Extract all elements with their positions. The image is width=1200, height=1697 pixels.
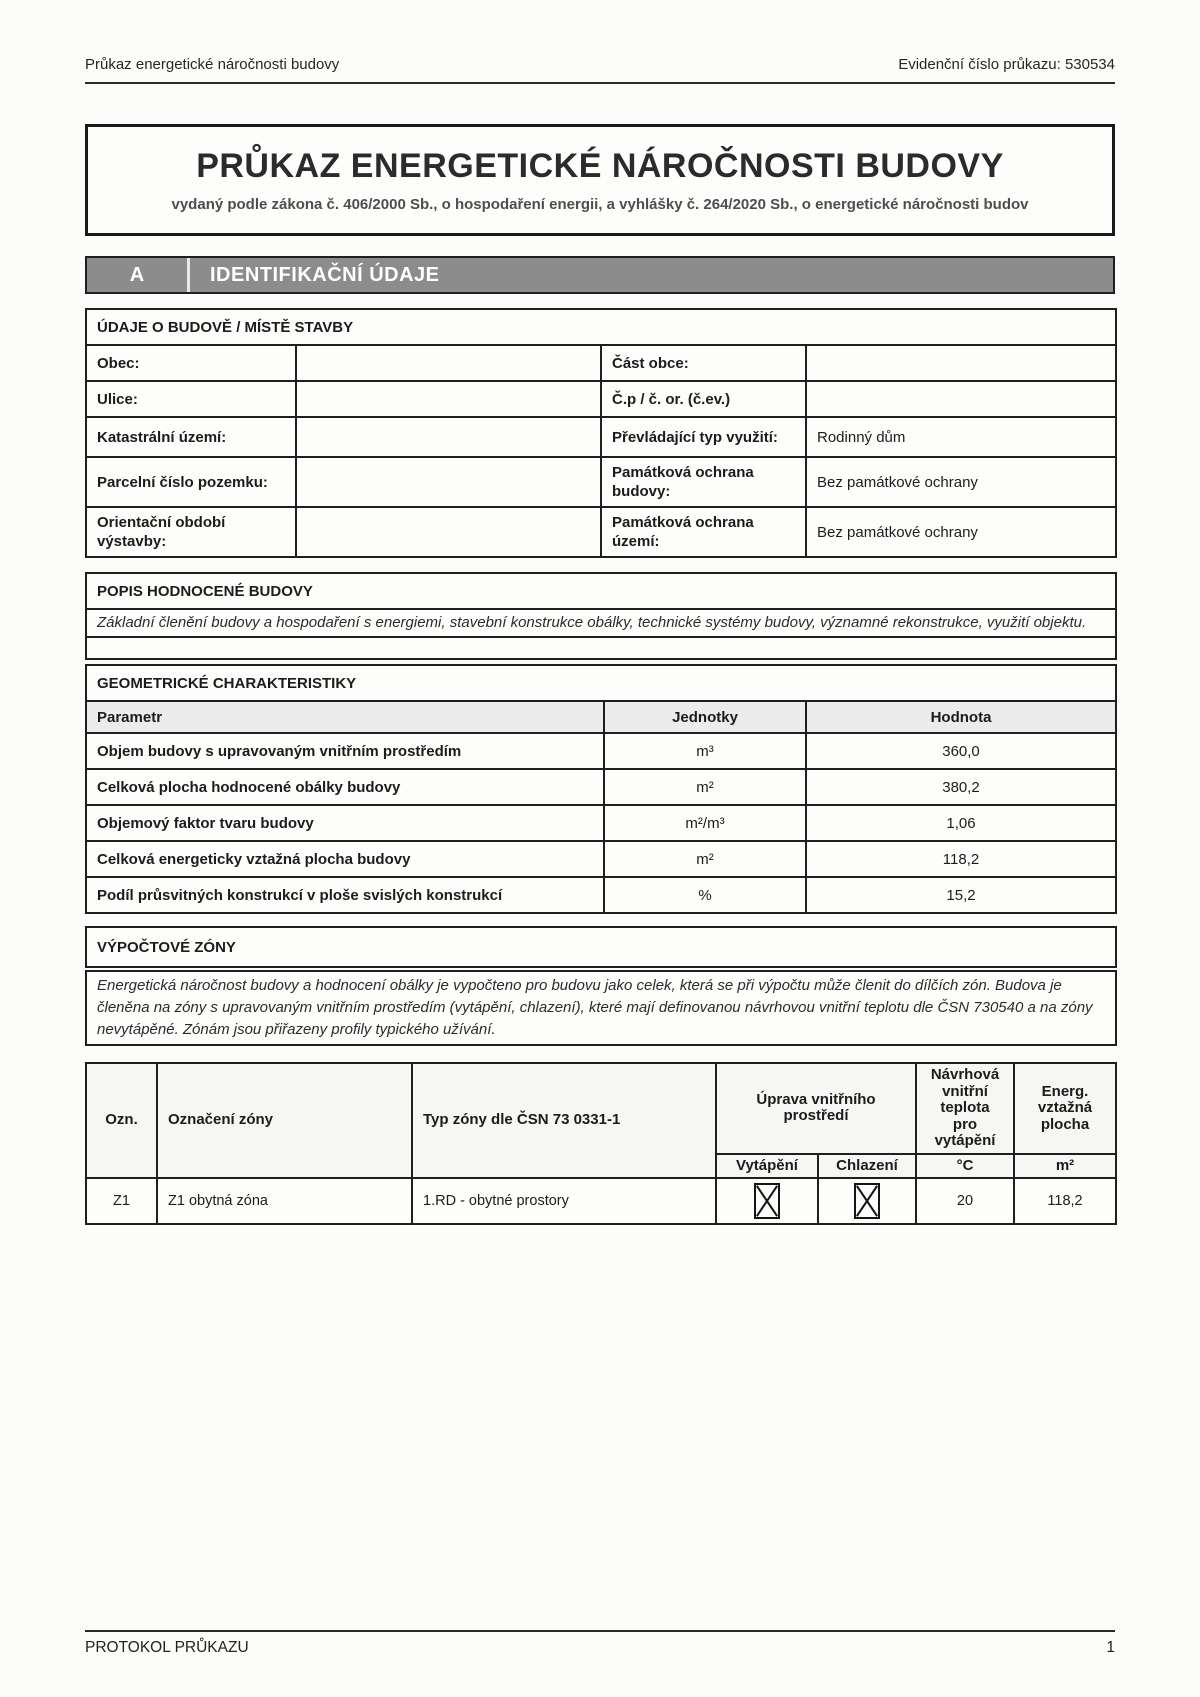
ochrana-budovy-value: Bez památkové ochrany: [806, 457, 1116, 507]
unit-cell: m²: [604, 841, 806, 877]
value-cell: 360,0: [806, 733, 1116, 769]
unit-cell: %: [604, 877, 806, 913]
description-text: Základní členění budovy a hospodaření s energiemi, stavební konstrukce obálky, technické systémy budovy, významné rekonstrukce, využití objektu.: [86, 609, 1116, 637]
geometry-table: [85, 664, 1117, 914]
ochrana-budovy-label: Památková ochrana budovy:: [601, 457, 806, 507]
param-vztazna-plocha: Celková energeticky vztažná plocha budovy: [86, 841, 604, 877]
zone-row-z1: [86, 1178, 1116, 1224]
subcol-chlazeni: Chlazení: [818, 1154, 916, 1179]
ochrana-uzemi-label: Památková ochrana území:: [601, 507, 806, 557]
table-row: [86, 841, 1116, 877]
zone-area: 118,2: [1014, 1178, 1116, 1224]
subcol-temp-unit: °C: [916, 1154, 1014, 1179]
value-cell: 118,2: [806, 841, 1116, 877]
heating-checkbox: [754, 1183, 780, 1219]
col-uprava-prostredi: Úprava vnitřního prostředí: [716, 1063, 916, 1154]
param-objem: Objem budovy s upravovaným vnitřním prostředím: [86, 733, 604, 769]
col-vztazna-plocha: Energ. vztažná plocha: [1014, 1063, 1116, 1154]
obec-value-cell: [296, 345, 601, 381]
unit-cell: m²: [604, 769, 806, 805]
parcelni-cislo-value-cell: [296, 457, 601, 507]
zones-table: [85, 1062, 1117, 1225]
zones-heading: VÝPOČTOVÉ ZÓNY: [86, 927, 1116, 967]
param-podil-prusvitnych: Podíl průsvitných konstrukcí v ploše svislých konstrukcí: [86, 877, 604, 913]
description-empty-row: [86, 637, 1116, 659]
table-row: [86, 877, 1116, 913]
col-parametr: Parametr: [86, 701, 604, 733]
subcol-area-unit: m²: [1014, 1154, 1116, 1179]
cooling-checkbox-cell: [818, 1178, 916, 1224]
section-a-bar: [85, 256, 1115, 294]
description-heading: POPIS HODNOCENÉ BUDOVY: [86, 573, 1116, 609]
zones-description-text: Energetická náročnost budovy a hodnocení obálky je vypočteno pro budovu jako celek, která se při výpočtu může členit do dílčích zón. Budova je členěna na zóny s upravovaným vnitřním prostředím (vytápění, chlazení), které mají definovanou návrhovou vnitřní teplotu dle ČSN 730540 a na zóny nevytápěné. Zónám jsou přiřazeny profily typického užívání.: [86, 971, 1116, 1045]
value-cell: 1,06: [806, 805, 1116, 841]
geometry-heading: GEOMETRICKÉ CHARAKTERISTIKY: [86, 665, 1116, 701]
building-info-table: [85, 308, 1117, 558]
obdobi-vystavby-label: Orientační období výstavby:: [86, 507, 296, 557]
description-box: [85, 572, 1117, 660]
checkbox-x-icon: [756, 1185, 778, 1217]
title-box: [85, 124, 1115, 236]
table-row: [86, 381, 1116, 417]
document-subtitle: vydaný podle zákona č. 406/2000 Sb., o hospodaření energii, a vyhlášky č. 264/2020 Sb., o energetické náročnosti budov: [171, 196, 1029, 213]
ochrana-uzemi-value: Bez památkové ochrany: [806, 507, 1116, 557]
running-footer: [85, 1630, 1115, 1657]
zone-ozn: Z1: [86, 1178, 157, 1224]
parcelni-cislo-label: Parcelní číslo pozemku:: [86, 457, 296, 507]
obec-label: Obec:: [86, 345, 296, 381]
table-row: [86, 769, 1116, 805]
document-title: PRŮKAZ ENERGETICKÉ NÁROČNOSTI BUDOVY: [196, 147, 1004, 185]
col-oznaceni-zony: Označení zóny: [157, 1063, 412, 1178]
zone-temp: 20: [916, 1178, 1014, 1224]
cislo-popisne-value-cell: [806, 381, 1116, 417]
typ-vyuziti-value: Rodinný dům: [806, 417, 1116, 457]
unit-cell: m²/m³: [604, 805, 806, 841]
checkbox-x-icon: [856, 1185, 878, 1217]
table-header-row: [86, 701, 1116, 733]
col-ozn: Ozn.: [86, 1063, 157, 1178]
zones-description-box: [85, 970, 1117, 1046]
cast-obce-label: Část obce:: [601, 345, 806, 381]
subcol-vytapeni: Vytápění: [716, 1154, 818, 1179]
zones-table-header-row: [86, 1063, 1116, 1154]
col-hodnota: Hodnota: [806, 701, 1116, 733]
heating-checkbox-cell: [716, 1178, 818, 1224]
certificate-number: Evidenční číslo průkazu: 530534: [898, 56, 1115, 73]
page-number: 1: [1106, 1639, 1115, 1656]
zone-type: 1.RD - obytné prostory: [412, 1178, 716, 1224]
col-typ-zony: Typ zóny dle ČSN 73 0331-1: [412, 1063, 716, 1178]
footer-section-label: PROTOKOL PRŮKAZU: [85, 1639, 249, 1656]
section-a-title: IDENTIFIKAČNÍ ÚDAJE: [210, 263, 440, 286]
ulice-label: Ulice:: [86, 381, 296, 417]
zone-name: Z1 obytná zóna: [157, 1178, 412, 1224]
section-a-letter: A: [87, 258, 190, 292]
ulice-value-cell: [296, 381, 601, 417]
obdobi-vystavby-value-cell: [296, 507, 601, 557]
cooling-checkbox: [854, 1183, 880, 1219]
table-row: [86, 417, 1116, 457]
param-plocha-obalky: Celková plocha hodnocené obálky budovy: [86, 769, 604, 805]
cislo-popisne-label: Č.p / č. or. (č.ev.): [601, 381, 806, 417]
katastralni-uzemi-label: Katastrální území:: [86, 417, 296, 457]
katastralni-uzemi-value-cell: [296, 417, 601, 457]
table-row: [86, 507, 1116, 557]
value-cell: 380,2: [806, 769, 1116, 805]
col-navrhova-teplota: Návrhová vnitřní teplota pro vytápění: [916, 1063, 1014, 1154]
col-jednotky: Jednotky: [604, 701, 806, 733]
building-info-heading: ÚDAJE O BUDOVĚ / MÍSTĚ STAVBY: [86, 309, 1116, 345]
typ-vyuziti-label: Převládající typ využití:: [601, 417, 806, 457]
value-cell: 15,2: [806, 877, 1116, 913]
table-row: [86, 345, 1116, 381]
param-faktor-tvaru: Objemový faktor tvaru budovy: [86, 805, 604, 841]
cast-obce-value-cell: [806, 345, 1116, 381]
unit-cell: m³: [604, 733, 806, 769]
table-row: [86, 457, 1116, 507]
zones-heading-box: [85, 926, 1117, 968]
table-row: [86, 805, 1116, 841]
table-row: [86, 733, 1116, 769]
running-header-title: Průkaz energetické náročnosti budovy: [85, 56, 340, 73]
running-header: [85, 56, 1115, 84]
